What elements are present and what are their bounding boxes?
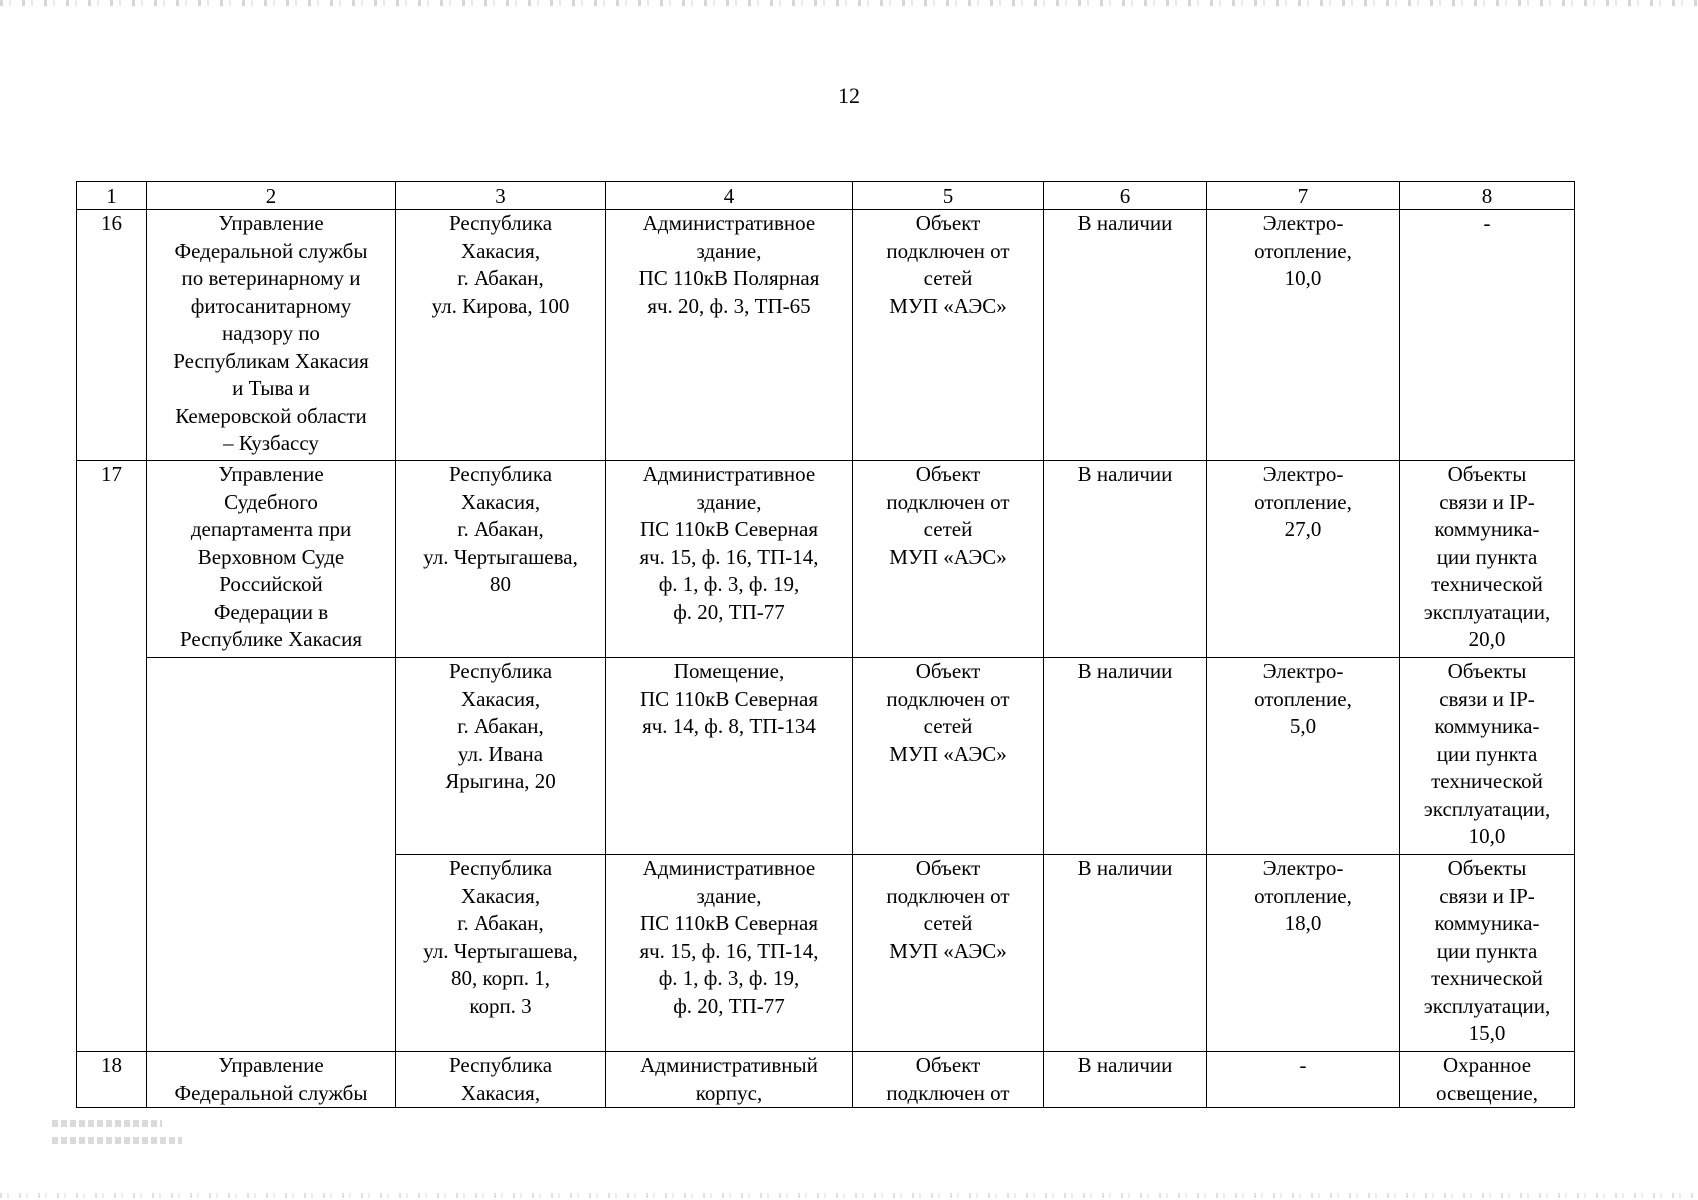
connection-cell: Объект подключен от [853, 1052, 1044, 1108]
column-header: 7 [1207, 182, 1400, 210]
scan-edge-bottom [0, 1193, 1698, 1198]
organization-continuation-cell [147, 658, 396, 1052]
address-cell: Республика Хакасия, г. Абакан, ул. Кирова, 100 [396, 210, 606, 461]
other-load-cell: - [1400, 210, 1575, 461]
column-header: 5 [853, 182, 1044, 210]
object-cell: Административное здание, ПС 110кВ Полярная яч. 20, ф. 3, ТП-65 [606, 210, 853, 461]
table-row [77, 461, 1575, 658]
object-cell: Помещение, ПС 110кВ Северная яч. 14, ф. 8, ТП-134 [606, 658, 853, 855]
heating-cell: Электро- отопление, 27,0 [1207, 461, 1400, 658]
address-cell: Республика Хакасия, [396, 1052, 606, 1108]
availability-cell: В наличии [1044, 658, 1207, 855]
availability-cell: В наличии [1044, 1052, 1207, 1108]
row-number-cell: 16 [77, 210, 147, 461]
connection-cell: Объект подключен от сетей МУП «АЭС» [853, 210, 1044, 461]
row-number-cell: 18 [77, 1052, 147, 1108]
page-number: 12 [838, 83, 860, 108]
connection-cell: Объект подключен от сетей МУП «АЭС» [853, 658, 1044, 855]
other-load-cell: Объекты связи и IP- коммуника- ции пункта технической эксплуатации, 20,0 [1400, 461, 1575, 658]
other-load-cell: Охранное освещение, [1400, 1052, 1575, 1108]
address-cell: Республика Хакасия, г. Абакан, ул. Чертыгашева, 80, корп. 1, корп. 3 [396, 855, 606, 1052]
table-row [77, 1052, 1575, 1108]
object-cell: Административное здание, ПС 110кВ Северная яч. 15, ф. 16, ТП-14, ф. 1, ф. 3, ф. 19, ф. 20, ТП-77 [606, 855, 853, 1052]
availability-cell: В наличии [1044, 855, 1207, 1052]
column-header: 3 [396, 182, 606, 210]
column-header: 8 [1400, 182, 1575, 210]
other-load-cell: Объекты связи и IP- коммуника- ции пункта технической эксплуатации, 15,0 [1400, 855, 1575, 1052]
availability-cell: В наличии [1044, 461, 1207, 658]
column-header: 1 [77, 182, 147, 210]
object-cell: Административный корпус, [606, 1052, 853, 1108]
organization-cell: Управление Федеральной службы [147, 1052, 396, 1108]
connection-cell: Объект подключен от сетей МУП «АЭС» [853, 855, 1044, 1052]
scan-edge-top [0, 0, 1698, 6]
data-table [76, 181, 1575, 1108]
address-cell: Республика Хакасия, г. Абакан, ул. Чертыгашева, 80 [396, 461, 606, 658]
scan-stamp-marks [52, 1120, 192, 1158]
table-row [77, 658, 1575, 855]
table-header-row [77, 182, 1575, 210]
connection-cell: Объект подключен от сетей МУП «АЭС» [853, 461, 1044, 658]
object-cell: Административное здание, ПС 110кВ Северная яч. 15, ф. 16, ТП-14, ф. 1, ф. 3, ф. 19, ф. 20, ТП-77 [606, 461, 853, 658]
table-row [77, 210, 1575, 461]
heating-cell: Электро- отопление, 10,0 [1207, 210, 1400, 461]
heating-cell: Электро- отопление, 18,0 [1207, 855, 1400, 1052]
organization-cell: Управление Судебного департамента при Верховном Суде Российской Федерации в Республике Хакасия [147, 461, 396, 658]
organization-cell: Управление Федеральной службы по ветеринарному и фитосанитарному надзору по Республикам Хакасия и Тыва и Кемеровской области – Кузбассу [147, 210, 396, 461]
column-header: 6 [1044, 182, 1207, 210]
availability-cell: В наличии [1044, 210, 1207, 461]
row-number-cell: 17 [77, 461, 147, 1052]
column-header: 4 [606, 182, 853, 210]
column-header: 2 [147, 182, 396, 210]
address-cell: Республика Хакасия, г. Абакан, ул. Ивана Ярыгина, 20 [396, 658, 606, 855]
other-load-cell: Объекты связи и IP- коммуника- ции пункта технической эксплуатации, 10,0 [1400, 658, 1575, 855]
heating-cell: - [1207, 1052, 1400, 1108]
heating-cell: Электро- отопление, 5,0 [1207, 658, 1400, 855]
